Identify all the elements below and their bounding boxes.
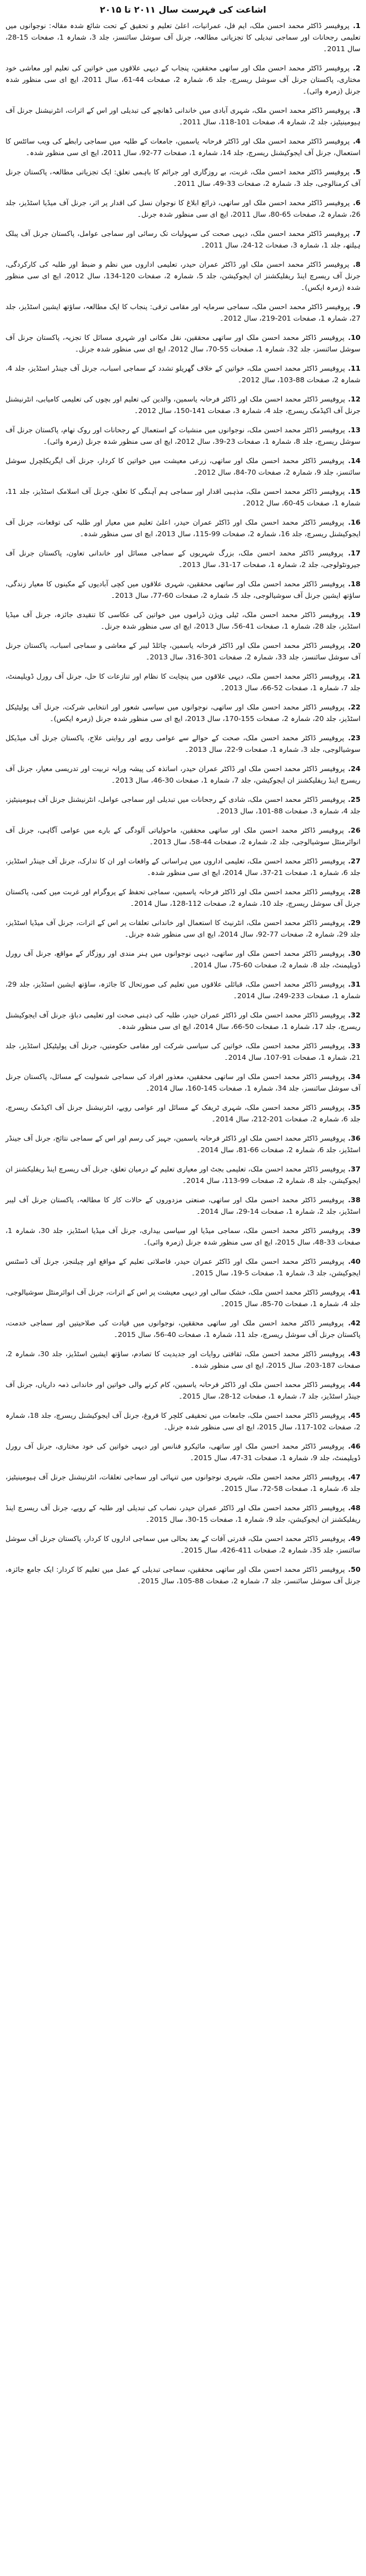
- publication-item: [6, 1040, 360, 1063]
- publication-item: [6, 486, 360, 509]
- publication-text: پروفیسر ڈاکٹر محمد احسن ملک، ٹیلی ویژن ڈراموں میں خواتین کی عکاسی کا تنقیدی جائزہ، جرنل آف میڈیا اسٹڈیز، جلد 28، شمارہ 1، صفحات 41-56، سال 2013، ایچ ای سی منظور شدہ جرنل۔: [6, 611, 360, 631]
- publication-item: [6, 763, 360, 786]
- publication-list: [6, 20, 360, 1587]
- page-title: اشاعت کی فہرست سال ۲۰۱۱ تا ۲۰۱۵: [100, 4, 266, 15]
- publication-number: 23.: [348, 734, 360, 742]
- publication-text: پروفیسر ڈاکٹر محمد احسن ملک اور ساتھی، نوجوانوں میں سیاسی شعور اور انتخابی شرکت، جرنل آف پولیٹیکل اسٹڈیز، جلد 20، شمارہ 2، صفحات 155-170، سال 2013، ایچ ای سی منظور شدہ جرنل (زمرہ ایکس)۔: [6, 703, 360, 723]
- publication-text: پروفیسر ڈاکٹر محمد احسن ملک، سماجی سرمایہ اور مقامی ترقی: پنجاب کا ایک مطالعہ، ساؤتھ ایشین اسٹڈیز، جلد 27، شمارہ 1، صفحات 201-219، سال 2012۔: [6, 303, 360, 323]
- publication-number: 47.: [348, 1473, 361, 1482]
- publication-number: 22.: [348, 703, 360, 712]
- publication-text: پروفیسر ڈاکٹر محمد احسن ملک، شہری آبادی میں خاندانی ڈھانچے کی تبدیلی اور اس کے اثرات، انٹرنیشنل جرنل آف ہیومینیٹیز، جلد 2، شمارہ 4، صفحات 101-118، سال 2011۔: [6, 107, 360, 126]
- publication-text: پروفیسر ڈاکٹر محمد احسن ملک اور ساتھی، دیہی نوجوانوں میں ہنر مندی اور روزگار کے مواقع، جرنل آف رورل ڈویلپمنٹ، جلد 8، شمارہ 2، صفحات 60-75، سال 2014۔: [6, 950, 360, 970]
- publication-item: [6, 104, 360, 128]
- publication-text: پروفیسر ڈاکٹر محمد احسن ملک، نوجوانوں میں منشیات کے استعمال کے رجحانات اور روک تھام، پاکستان جرنل آف سوشل ریسرچ، جلد 8، شمارہ 1، صفحات 23-39، سال 2012، ایچ ای سی منظور شدہ جرنل (زمرہ وائی)۔: [6, 426, 360, 446]
- publication-item: [6, 794, 360, 817]
- publication-text: پروفیسر ڈاکٹر محمد احسن ملک، ثقافتی روایات اور جدیدیت کا تصادم، ساؤتھ ایشین اسٹڈیز، جلد 30، شمارہ 2، صفحات 187-203، سال 2015، ایچ ای سی منظور شدہ۔: [6, 1350, 360, 1370]
- publication-text: پروفیسر ڈاکٹر محمد احسن ملک، تعلیمی بجٹ اور معیاری تعلیم کے درمیان تعلق، جرنل آف ریسرچ اینڈ ریفلیکشنز ان ایجوکیشن، جلد 8، شمارہ 2، صفحات 99-113، سال 2014۔: [6, 1165, 360, 1185]
- publication-item: [6, 1410, 360, 1433]
- publication-text: پروفیسر ڈاکٹر محمد احسن ملک، دیہی علاقوں میں پنچایت کا نظام اور تنازعات کا حل، جرنل آف رورل ڈویلپمنٹ، جلد 7، شمارہ 1، صفحات 52-66، سال 2013۔: [6, 673, 360, 692]
- publication-item: [6, 701, 360, 724]
- publication-number: 37.: [348, 1165, 360, 1174]
- publication-text: پروفیسر ڈاکٹر محمد احسن ملک اور ساتھی محققین، نقل مکانی اور شہری مسائل کا تجزیہ، پاکستان جرنل آف سوشل سائنسز، جلد 32، شمارہ 1، صفحات 55-70، سال 2012، ایچ ای سی منظور شدہ جرنل۔: [6, 334, 360, 354]
- publication-number: 3.: [353, 107, 360, 115]
- publication-number: 50.: [348, 1566, 360, 1574]
- publication-number: 33.: [348, 1042, 360, 1050]
- publication-number: 2.: [353, 64, 360, 73]
- publication-number: 38.: [348, 1196, 360, 1204]
- publication-number: 25.: [348, 796, 360, 804]
- publication-number: 44.: [348, 1381, 360, 1389]
- publication-text: پروفیسر ڈاکٹر محمد احسن ملک اور ساتھی، مائیکرو فنانس اور دیہی خواتین کی خود مختاری، جرنل آف رورل ڈویلپمنٹ، جلد 9، شمارہ 1، صفحات 31-47، سال 2015۔: [6, 1443, 360, 1462]
- publication-number: 9.: [353, 303, 360, 311]
- publication-number: 14.: [348, 457, 360, 465]
- publication-text: پروفیسر ڈاکٹر محمد احسن ملک، ایم فل، عمرانیات، اعلیٰ تعلیم و تحقیق کے تحت شائع شدہ مقالہ: نوجوانوں میں تعلیمی رجحانات اور سماجی تبدیلی کا تجزیاتی مطالعہ، جرنل آف سوشل سائنسز، جلد 3، شمارہ 1، صفحات 15-28، سال 2011۔: [6, 22, 361, 53]
- publication-item: [6, 886, 360, 909]
- publication-text: پروفیسر ڈاکٹر محمد احسن ملک، صحت کے حوالے سے عوامی رویے اور روایتی علاج، پاکستان جرنل آف میڈیکل سوشیالوجی، جلد 3، شمارہ 1، صفحات 9-22، سال 2013۔: [6, 734, 360, 754]
- publication-item: [6, 855, 360, 878]
- publication-text: پروفیسر ڈاکٹر محمد احسن ملک اور ساتھی محققین، سماجی تبدیلی کے عمل میں تعلیم کا کردار: ایک جامع جائزہ، جرنل آف سوشل سائنسز، جلد 7، شمارہ 2، صفحات 88-105، سال 2015۔: [6, 1566, 360, 1586]
- publication-item: [6, 1102, 360, 1125]
- publication-item: [6, 917, 360, 940]
- publication-number: 48.: [348, 1504, 360, 1512]
- publication-item: [6, 362, 360, 386]
- publication-item: [6, 732, 360, 755]
- publication-text: پروفیسر ڈاکٹر محمد احسن ملک اور ڈاکٹر عمران حیدر، اساتذہ کی پیشہ ورانہ تربیت اور تدریسی معیار، جرنل آف ریسرچ اینڈ ریفلیکشنز ان ایجوکیشن، جلد 7، شمارہ 1، صفحات 30-46، سال 2013۔: [6, 765, 360, 785]
- publication-item: [6, 424, 360, 447]
- publication-number: 7.: [353, 230, 360, 238]
- publication-item: [6, 1256, 360, 1279]
- publication-item: [6, 547, 360, 570]
- publication-item: [6, 948, 360, 971]
- publication-item: [6, 1348, 360, 1371]
- publication-item: [6, 670, 360, 693]
- publication-item: [6, 135, 360, 158]
- publication-number: 32.: [348, 1011, 361, 1020]
- publication-text: پروفیسر ڈاکٹر محمد احسن ملک اور ڈاکٹر فرحانہ یاسمین، جامعات کے طلبہ میں سماجی رابطے کی ویب سائٹس کا استعمال، جرنل آف ایجوکیشنل ریسرچ، جلد 14، شمارہ 1، صفحات 77-92، سال 2011، ایچ ای سی منظور شدہ۔: [6, 137, 360, 157]
- publication-text: پروفیسر ڈاکٹر محمد احسن ملک اور ساتھی محققین، پنجاب کے دیہی علاقوں میں خواتین کی تعلیم اور معاشی خود مختاری، پاکستان جرنل آف سوشل ریسرچ، جلد 6، شمارہ 2، صفحات 44-61، سال 2011، ایچ ای سی منظور شدہ جرنل (زمرہ وائی)۔: [6, 64, 361, 96]
- publication-item: [6, 20, 360, 54]
- publication-number: 4.: [353, 137, 360, 146]
- publication-number: 10.: [348, 334, 361, 342]
- publication-text: پروفیسر ڈاکٹر محمد احسن ملک اور ساتھی محققین، شہری علاقوں میں کچی آبادیوں کے مکینوں کا معیار زندگی، ساؤتھ ایشین جرنل آف سوشیالوجی، جلد 5، شمارہ 2، صفحات 60-77، سال 2013۔: [6, 580, 360, 600]
- publication-item: [6, 1194, 360, 1217]
- publication-item: [6, 609, 360, 632]
- publication-text: پروفیسر ڈاکٹر محمد احسن ملک اور ساتھی محققین، ماحولیاتی آلودگی کے بارے میں عوامی آگاہی، جرنل آف انوائرمنٹل سوشیالوجی، جلد 2، شمارہ 2، صفحات 44-58، سال 2013۔: [6, 827, 360, 846]
- publication-item: [6, 332, 360, 355]
- publication-number: 30.: [348, 950, 360, 958]
- publication-item: [6, 455, 360, 478]
- publication-number: 1.: [353, 22, 360, 30]
- publication-text: پروفیسر ڈاکٹر محمد احسن ملک، خشک سالی اور دیہی معیشت پر اس کے اثرات، جرنل آف انوائرمنٹل سوشیالوجی، جلد 4، شمارہ 1، صفحات 70-85، سال 2015۔: [6, 1289, 360, 1308]
- publication-number: 6.: [353, 199, 360, 207]
- publication-item: [6, 228, 360, 251]
- publication-number: 21.: [348, 673, 360, 681]
- publication-item: [6, 1132, 360, 1155]
- publication-text: پروفیسر ڈاکٹر محمد احسن ملک، قبائلی علاقوں میں تعلیم کی صورتحال کا جائزہ، ساؤتھ ایشین اسٹڈیز، جلد 29، شمارہ 1، صفحات 233-249، سال 2014۔: [6, 981, 360, 1000]
- publication-text: پروفیسر ڈاکٹر محمد احسن ملک اور ساتھی، صنعتی مزدوروں کے حالات کار کا مطالعہ، پاکستان جرنل آف لیبر اسٹڈیز، جلد 2، شمارہ 1، صفحات 14-29، سال 2014۔: [6, 1196, 360, 1216]
- publication-text: پروفیسر ڈاکٹر محمد احسن ملک اور ڈاکٹر فرحانہ یاسمین، چائلڈ لیبر کے معاشی و سماجی اسباب، پاکستان جرنل آف سوشل سائنسز، جلد 33، شمارہ 2، صفحات 301-316، سال 2013۔: [6, 642, 360, 662]
- publication-item: [6, 1379, 360, 1402]
- publication-number: 41.: [348, 1289, 360, 1297]
- publication-item: [6, 1564, 360, 1587]
- publication-number: 17.: [348, 549, 360, 558]
- publication-text: پروفیسر ڈاکٹر محمد احسن ملک اور ساتھی، زرعی معیشت میں خواتین کا کردار، جرنل آف ایگریکلچرل سوشل سائنسز، جلد 9، شمارہ 2، صفحات 70-84، سال 2012۔: [6, 457, 360, 477]
- publication-number: 24.: [348, 765, 360, 773]
- publication-text: پروفیسر ڈاکٹر محمد احسن ملک، جامعات میں تحقیقی کلچر کا فروغ، جرنل آف ایجوکیشنل ریسرچ، جلد 18، شمارہ 2، صفحات 102-117، سال 2015، ایچ ای سی منظور شدہ جرنل۔: [6, 1412, 360, 1432]
- publication-text: پروفیسر ڈاکٹر محمد احسن ملک، شہری ٹریفک کے مسائل اور عوامی رویے، انٹرنیشنل جرنل آف اکیڈمک ریسرچ، جلد 6، شمارہ 2، صفحات 201-212، سال 2014۔: [6, 1104, 360, 1124]
- publication-text: پروفیسر ڈاکٹر محمد احسن ملک، شہری نوجوانوں میں تنہائی اور سماجی تعلقات، انٹرنیشنل جرنل آف ہیومینیٹیز، جلد 6، شمارہ 1، صفحات 58-72، سال 2015۔: [6, 1473, 360, 1493]
- publication-text: پروفیسر ڈاکٹر محمد احسن ملک، خواتین کی سیاسی شرکت اور مقامی حکومتیں، جرنل آف پولیٹیکل اسٹڈیز، جلد 21، شمارہ 1، صفحات 91-107، سال 2014۔: [6, 1042, 360, 1062]
- publication-number: 20.: [348, 642, 360, 650]
- publication-text: پروفیسر ڈاکٹر محمد احسن ملک، مذہبی اقدار اور سماجی ہم آہنگی کا تعلق، جرنل آف اسلامک اسٹڈیز، جلد 11، شمارہ 1، صفحات 45-60، سال 2012۔: [6, 488, 360, 508]
- publication-text: پروفیسر ڈاکٹر محمد احسن ملک اور ساتھی محققین، معذور افراد کی سماجی شمولیت کے مسائل، پاکستان جرنل آف سوشل سائنسز، جلد 34، شمارہ 1، صفحات 145-160، سال 2014۔: [6, 1073, 360, 1093]
- publication-number: 19.: [348, 611, 360, 619]
- publication-item: [6, 1317, 360, 1340]
- publication-number: 18.: [348, 580, 360, 588]
- publication-item: [6, 62, 360, 97]
- publication-number: 42.: [348, 1319, 360, 1328]
- publication-number: 35.: [348, 1104, 361, 1112]
- publication-text: پروفیسر ڈاکٹر محمد احسن ملک اور ڈاکٹر فرحانہ یاسمین، جہیز کی رسم اور اس کے سماجی نتائج، جرنل آف جینڈر اسٹڈیز، جلد 6، شمارہ 2، صفحات 66-81، سال 2014۔: [6, 1135, 360, 1154]
- publication-text: پروفیسر ڈاکٹر محمد احسن ملک اور ڈاکٹر فرحانہ یاسمین، کام کرنے والی خواتین اور خاندانی ذمہ داریاں، جرنل آف جینڈر اسٹڈیز، جلد 7، شمارہ 1، صفحات 12-28، سال 2015۔: [6, 1381, 360, 1401]
- publication-number: 13.: [348, 426, 360, 434]
- publication-number: 28.: [348, 888, 360, 896]
- publication-number: 40.: [348, 1258, 360, 1266]
- publication-text: پروفیسر ڈاکٹر محمد احسن ملک، تعلیمی اداروں میں ہراسانی کے واقعات اور ان کا تدارک، جرنل آف جینڈر اسٹڈیز، جلد 6، شمارہ 1، صفحات 21-37، سال 2014، ایچ ای سی منظور شدہ۔: [6, 857, 360, 877]
- publication-number: 15.: [348, 488, 360, 496]
- publication-number: 45.: [348, 1412, 360, 1420]
- publication-text: پروفیسر ڈاکٹر محمد احسن ملک اور ڈاکٹر عمران حیدر، طلبہ کی ذہنی صحت اور تعلیمی دباؤ، جرنل آف ایجوکیشنل ریسرچ، جلد 17، شمارہ 1، صفحات 50-66، سال 2014، ایچ ای سی منظور شدہ۔: [6, 1011, 360, 1031]
- publication-number: 5.: [353, 168, 360, 177]
- publication-text: پروفیسر ڈاکٹر محمد احسن ملک اور ساتھی، ذرائع ابلاغ کا نوجوان نسل کی اقدار پر اثر، جرنل آف میڈیا اسٹڈیز، جلد 26، شمارہ 2، صفحات 65-80، سال 2011، ایچ ای سی منظور شدہ جرنل۔: [6, 199, 360, 219]
- publication-text: پروفیسر ڈاکٹر محمد احسن ملک، شادی کے رجحانات میں تبدیلی اور سماجی عوامل، انٹرنیشنل جرنل آف ہیومینیٹیز، جلد 4، شمارہ 3، صفحات 88-101، سال 2013۔: [6, 796, 360, 816]
- publication-text: پروفیسر ڈاکٹر محمد احسن ملک اور ڈاکٹر عمران حیدر، تعلیمی اداروں میں نظم و ضبط اور طلبہ کی کارکردگی، جرنل آف ریسرچ اینڈ ریفلیکشنز ان ایجوکیشن، جلد 5، شمارہ 2، صفحات 120-134، سال 2012، ایچ ای سی منظور شدہ (زمرہ ایکس)۔: [6, 261, 361, 292]
- publication-number: 11.: [348, 365, 360, 373]
- publication-item: [6, 640, 360, 663]
- publication-item: [6, 578, 360, 601]
- publication-text: پروفیسر ڈاکٹر محمد احسن ملک، خواتین کے خلاف گھریلو تشدد کے سماجی اسباب، جرنل آف جینڈر اسٹڈیز، جلد 4، شمارہ 2، صفحات 88-103، سال 2012۔: [6, 365, 360, 384]
- publication-number: 16.: [348, 519, 360, 527]
- publication-text: پروفیسر ڈاکٹر محمد احسن ملک، سماجی میڈیا اور سیاسی بیداری، جرنل آف میڈیا اسٹڈیز، جلد 30، شمارہ 1، صفحات 33-48، سال 2015، ایچ ای سی منظور شدہ جرنل (زمرہ وائی)۔: [6, 1227, 360, 1247]
- publication-number: 26.: [348, 827, 360, 835]
- publication-text: پروفیسر ڈاکٹر محمد احسن ملک اور ڈاکٹر فرحانہ یاسمین، والدین کی تعلیم اور بچوں کی تعلیمی کامیابی، انٹرنیشنل جرنل آف اکیڈمک ریسرچ، جلد 4، شمارہ 3، صفحات 141-150، سال 2012۔: [6, 395, 360, 415]
- publication-text: پروفیسر ڈاکٹر محمد احسن ملک اور ڈاکٹر عمران حیدر، فاصلاتی تعلیم کے مواقع اور چیلنجز، جرنل آف ڈسٹنس ایجوکیشن، جلد 3، شمارہ 1، صفحات 5-19، سال 2015۔: [6, 1258, 360, 1278]
- publication-item: [6, 1471, 360, 1494]
- publication-number: 46.: [348, 1443, 360, 1451]
- publication-number: 49.: [348, 1535, 360, 1543]
- publication-item: [6, 1009, 360, 1032]
- publication-text: پروفیسر ڈاکٹر محمد احسن ملک، قدرتی آفات کے بعد بحالی میں سماجی اداروں کا کردار، پاکستان جرنل آف سوشل سائنسز، جلد 35، شمارہ 2، صفحات 411-426، سال 2015۔: [6, 1535, 360, 1555]
- publication-item: [6, 1286, 360, 1309]
- publication-item: [6, 516, 360, 540]
- publication-text: پروفیسر ڈاکٹر محمد احسن ملک اور ڈاکٹر عمران حیدر، اعلیٰ تعلیم میں معیار اور طلبہ کی توقعات، جرنل آف ایجوکیشنل ریسرچ، جلد 16، شمارہ 2، صفحات 99-115، سال 2013، ایچ ای سی منظور شدہ۔: [6, 519, 360, 538]
- publication-item: [6, 1502, 360, 1525]
- publication-number: 27.: [348, 857, 360, 866]
- publication-item: [6, 301, 360, 324]
- publication-text: پروفیسر ڈاکٹر محمد احسن ملک، دیہی صحت کی سہولیات تک رسائی اور سماجی عوامل، پاکستان جرنل آف پبلک ہیلتھ، جلد 1، شمارہ 3، صفحات 12-24، سال 2011۔: [6, 230, 360, 250]
- publication-item: [6, 978, 360, 1001]
- publication-item: [6, 1440, 360, 1463]
- publication-text: پروفیسر ڈاکٹر محمد احسن ملک اور ڈاکٹر فرحانہ یاسمین، سماجی تحفظ کے پروگرام اور غربت میں کمی، پاکستان جرنل آف سوشل ریسرچ، جلد 10، شمارہ 2، صفحات 112-128، سال 2014۔: [6, 888, 360, 908]
- publication-number: 8.: [353, 261, 360, 269]
- publication-text: پروفیسر ڈاکٹر محمد احسن ملک، انٹرنیٹ کا استعمال اور خاندانی تعلقات پر اس کے اثرات، جرنل آف میڈیا اسٹڈیز، جلد 29، شمارہ 2، صفحات 77-92، سال 2014، ایچ ای سی منظور شدہ جرنل۔: [6, 919, 360, 939]
- publication-text: پروفیسر ڈاکٹر محمد احسن ملک اور ساتھی محققین، نوجوانوں میں قیادت کی صلاحیتیں اور سماجی خدمت، پاکستان جرنل آف سوشل ریسرچ، جلد 11، شمارہ 1، صفحات 40-56، سال 2015۔: [6, 1319, 360, 1339]
- publication-text: پروفیسر ڈاکٹر محمد احسن ملک، بزرگ شہریوں کے سماجی مسائل اور خاندانی تعاون، پاکستان جرنل آف جیرونٹولوجی، جلد 2، شمارہ 1، صفحات 17-31، سال 2013۔: [6, 549, 360, 569]
- publication-item: [6, 824, 360, 847]
- publication-item: [6, 1533, 360, 1556]
- publication-number: 39.: [348, 1227, 360, 1235]
- publication-number: 12.: [348, 395, 360, 404]
- publication-text: پروفیسر ڈاکٹر محمد احسن ملک اور ڈاکٹر عمران حیدر، نصاب کی تبدیلی اور طلبہ کے رویے، جرنل آف ریسرچ اینڈ ریفلیکشنز ان ایجوکیشن، جلد 9، شمارہ 1، صفحات 15-30، سال 2015۔: [6, 1504, 360, 1524]
- publication-text: پروفیسر ڈاکٹر محمد احسن ملک، غربت، بے روزگاری اور جرائم کا باہمی تعلق: ایک تجزیاتی مطالعہ، پاکستان جرنل آف کرمنالوجی، جلد 3، شمارہ 2، صفحات 33-49، سال 2011۔: [6, 168, 360, 188]
- publication-item: [6, 1163, 360, 1186]
- publication-number: 31.: [348, 981, 361, 989]
- publication-item: [6, 166, 360, 189]
- publication-item: [6, 1071, 360, 1094]
- publication-item: [6, 1225, 360, 1248]
- publication-number: 29.: [348, 919, 360, 927]
- publication-number: 34.: [348, 1073, 360, 1081]
- publication-item: [6, 258, 360, 293]
- publication-item: [6, 197, 360, 220]
- publication-number: 36.: [348, 1135, 360, 1143]
- publication-item: [6, 393, 360, 416]
- publication-number: 43.: [348, 1350, 361, 1358]
